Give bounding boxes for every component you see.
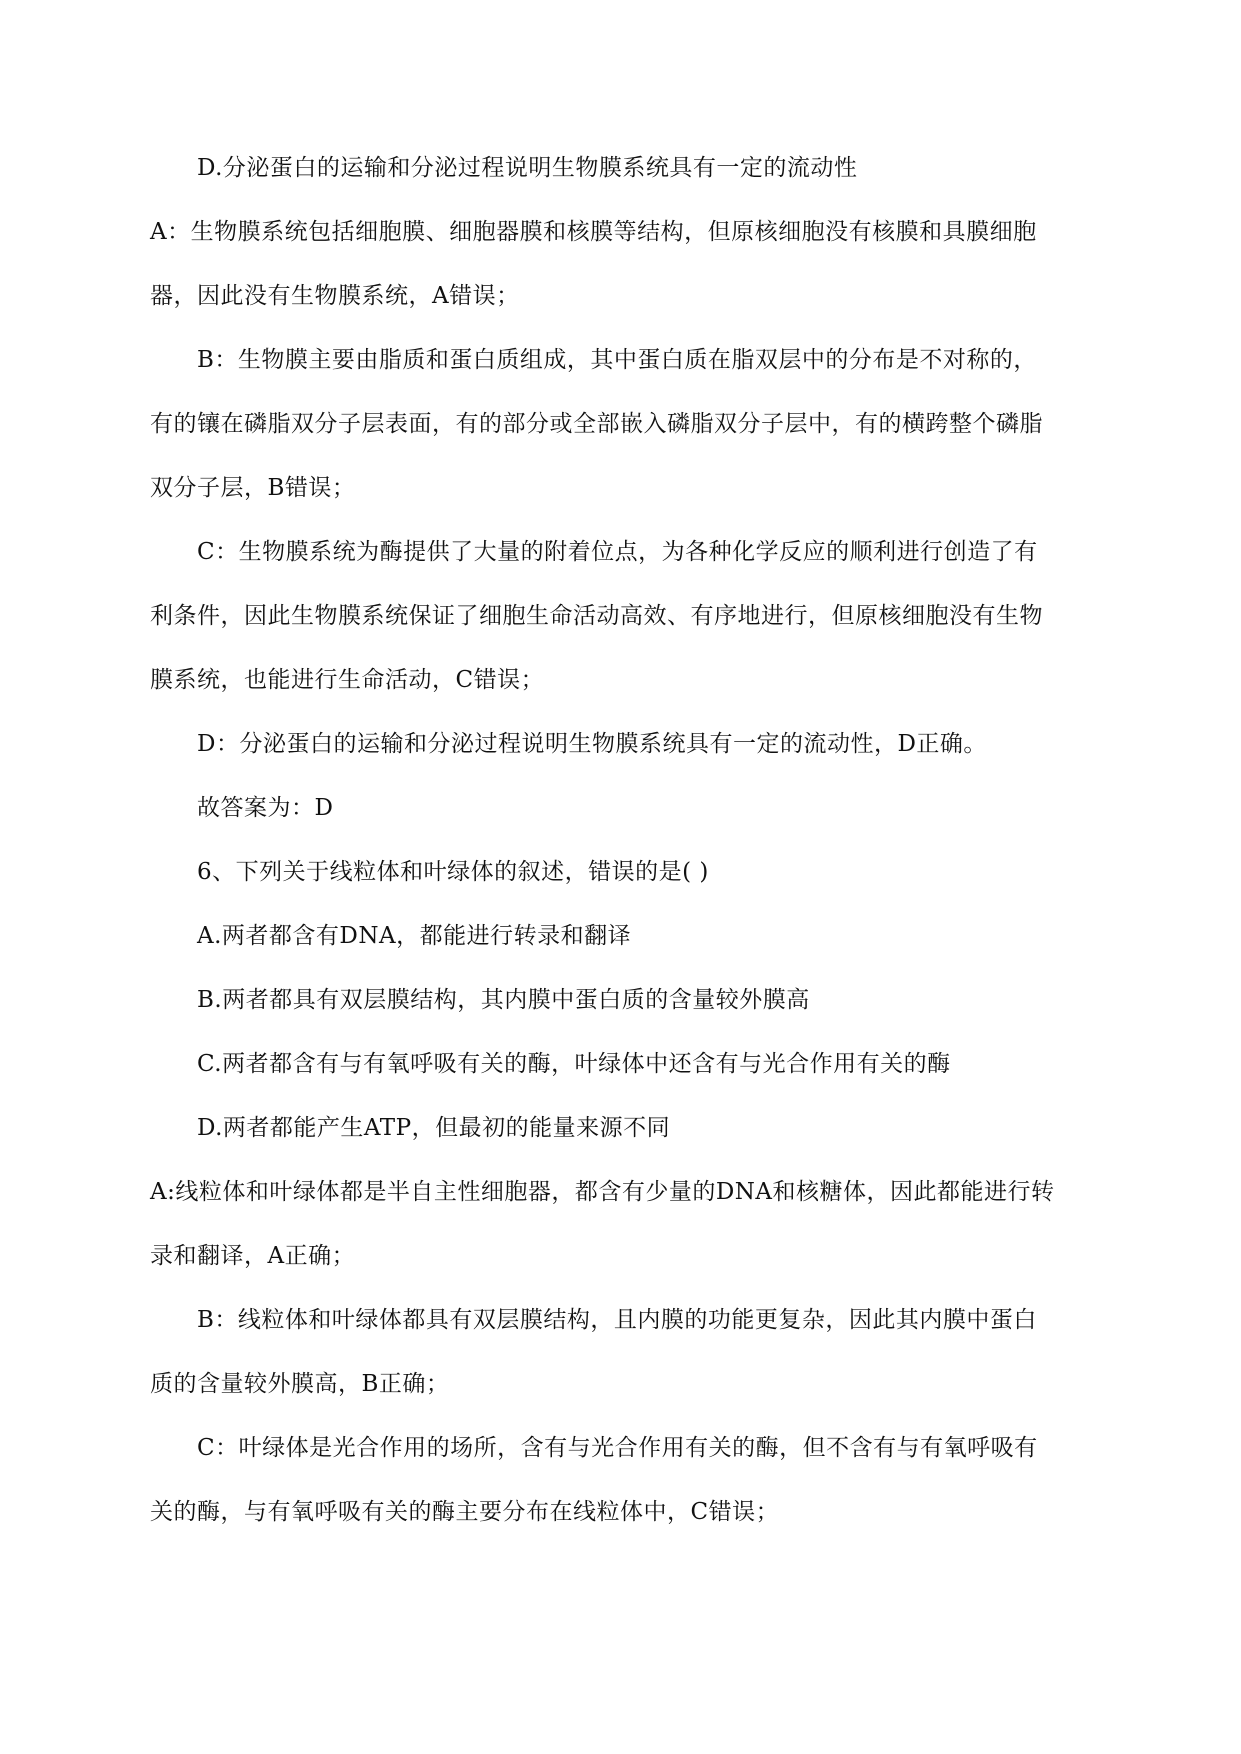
q6-analysis-c: C：叶绿体是光合作用的场所，含有与光合作用有关的酶，但不含有与有氧呼吸有 <box>197 1435 1038 1461</box>
analysis-a-text: A：生物膜系统包括细胞膜、细胞器膜和核膜等结构，但原核细胞没有核膜和具膜细胞 <box>150 219 1037 245</box>
analysis-b-text-cont: 有的镶在磷脂双分子层表面，有的部分或全部嵌入磷脂双分子层中，有的横跨整个磷脂 <box>150 411 1043 437</box>
analysis-c-text: C：生物膜系统为酶提供了大量的附着位点，为各种化学反应的顺利进行创造了有 <box>197 539 1038 565</box>
option-d-text: D.分泌蛋白的运输和分泌过程说明生物膜系统具有一定的流动性 <box>197 155 858 181</box>
q6-option-b: B.两者都具有双层膜结构，其内膜中蛋白质的含量较外膜高 <box>197 987 810 1013</box>
analysis-c-text-cont2: 膜系统，也能进行生命活动，C错误； <box>150 667 545 693</box>
q6-analysis-b: B：线粒体和叶绿体都具有双层膜结构，且内膜的功能更复杂，因此其内膜中蛋白 <box>197 1307 1037 1333</box>
question-6-stem: 6、下列关于线粒体和叶绿体的叙述，错误的是( ) <box>197 859 709 885</box>
q6-option-d: D.两者都能产生ATP，但最初的能量来源不同 <box>197 1115 671 1141</box>
q6-analysis-a-cont: 录和翻译，A正确； <box>150 1243 356 1269</box>
q6-analysis-c-cont: 关的酶，与有氧呼吸有关的酶主要分布在线粒体中，C错误； <box>150 1499 780 1525</box>
analysis-b-text: B：生物膜主要由脂质和蛋白质组成，其中蛋白质在脂双层中的分布是不对称的， <box>197 347 1037 373</box>
q6-option-c: C.两者都含有与有氧呼吸有关的酶，叶绿体中还含有与光合作用有关的酶 <box>197 1051 951 1077</box>
analysis-a-text-cont: 器，因此没有生物膜系统，A错误； <box>150 283 520 309</box>
analysis-b-text-cont2: 双分子层，B错误； <box>150 475 356 501</box>
analysis-d-text: D：分泌蛋白的运输和分泌过程说明生物膜系统具有一定的流动性，D正确。 <box>197 731 987 757</box>
q6-analysis-a: A:线粒体和叶绿体都是半自主性细胞器，都含有少量的DNA和核糖体，因此都能进行转 <box>150 1179 1055 1205</box>
answer-text: 故答案为：D <box>197 795 334 821</box>
q6-option-a: A.两者都含有DNA，都能进行转录和翻译 <box>197 923 632 949</box>
q6-analysis-b-cont: 质的含量较外膜高，B正确； <box>150 1371 450 1397</box>
analysis-c-text-cont: 利条件，因此生物膜系统保证了细胞生命活动高效、有序地进行，但原核细胞没有生物 <box>150 603 1043 629</box>
